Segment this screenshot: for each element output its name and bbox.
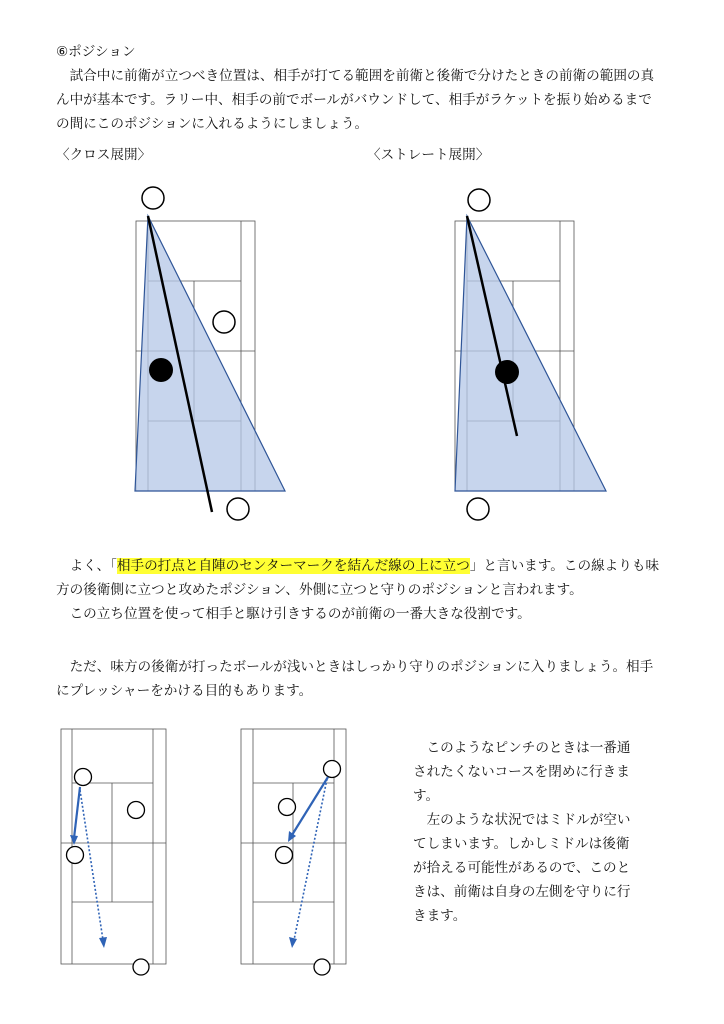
lower2-player-circle bbox=[276, 847, 293, 864]
middle-line-3: この立ち位置を使って相手と駆け引きするのが前衛の一番大きな役割です。 bbox=[56, 606, 531, 622]
cross-opponent-circle bbox=[142, 187, 164, 209]
side-note-line-6: が拾える可能性があるので、このと bbox=[413, 860, 631, 876]
straight-label: 〈ストレート展開〉 bbox=[367, 147, 490, 163]
side-note-line-1: このようなピンチのときは一番通 bbox=[413, 740, 631, 756]
lower2-partner-circle bbox=[279, 799, 296, 816]
side-note-line-7: きは、前衛は自身の左側を守りに行 bbox=[413, 884, 631, 900]
side-note-line-3: す。 bbox=[413, 788, 440, 804]
straight-back-circle bbox=[467, 498, 489, 520]
side-note-line-2: されたくないコースを閉めに行きま bbox=[413, 764, 630, 780]
highlighted-rule: 相手の打点と自陣のセンターマークを結んだ線の上に立つ bbox=[116, 558, 470, 574]
cross-partner-circle bbox=[213, 311, 235, 333]
straight-opponent-circle bbox=[468, 189, 490, 211]
intro-line-1: 試合中に前衛が立つべき位置は、相手が打てる範囲を前衛と後衛で分けたときの前衛の範囲の真 bbox=[56, 68, 655, 84]
section-heading: ⑥ポジション bbox=[56, 44, 136, 60]
middle-line-1-post: 」と言います。この線よりも味 bbox=[469, 558, 660, 574]
intro-line-3: の間にこのポジションに入れるようにしましょう。 bbox=[56, 116, 369, 132]
lower2-back-circle bbox=[314, 959, 330, 975]
cross-label: 〈クロス展開〉 bbox=[56, 147, 152, 163]
cross-back-circle bbox=[227, 498, 249, 520]
side-note-line-5: てしまいます。しかしミドルは後衛 bbox=[413, 836, 630, 852]
lower2-opponent-circle bbox=[324, 761, 341, 778]
side-note-line-4: 左のような状況ではミドルが空い bbox=[413, 812, 631, 828]
lower2-move-arrow bbox=[292, 777, 328, 835]
middle-line-1-pre: よく、「 bbox=[56, 558, 117, 574]
lower-line-2: にプレッシャーをかける目的もあります。 bbox=[56, 683, 313, 699]
intro-line-2: ん中が基本です。ラリー中、相手の前でボールがバウンドして、相手がラケットを振り始めるまで bbox=[56, 92, 652, 108]
lower1-opponent-circle bbox=[75, 769, 92, 786]
lower1-partner-circle bbox=[128, 802, 145, 819]
lower-line-1: ただ、味方の後衛が打ったボールが浅いときはしっかり守りのポジションに入りましょう。相手 bbox=[56, 659, 654, 675]
lower1-back-circle bbox=[133, 959, 149, 975]
middle-line-2: 方の後衛側に立つと攻めたポジション、外側に立つと守りのポジションと言われます。 bbox=[56, 582, 583, 598]
side-note-line-8: きます。 bbox=[413, 908, 467, 924]
cross-volley-position bbox=[149, 358, 173, 382]
lower1-ball-path bbox=[80, 790, 103, 940]
lower1-player-circle bbox=[67, 847, 84, 864]
lower1-move-arrow bbox=[74, 787, 80, 838]
middle-line-1 bbox=[56, 554, 659, 578]
straight-volley-position bbox=[495, 360, 519, 384]
